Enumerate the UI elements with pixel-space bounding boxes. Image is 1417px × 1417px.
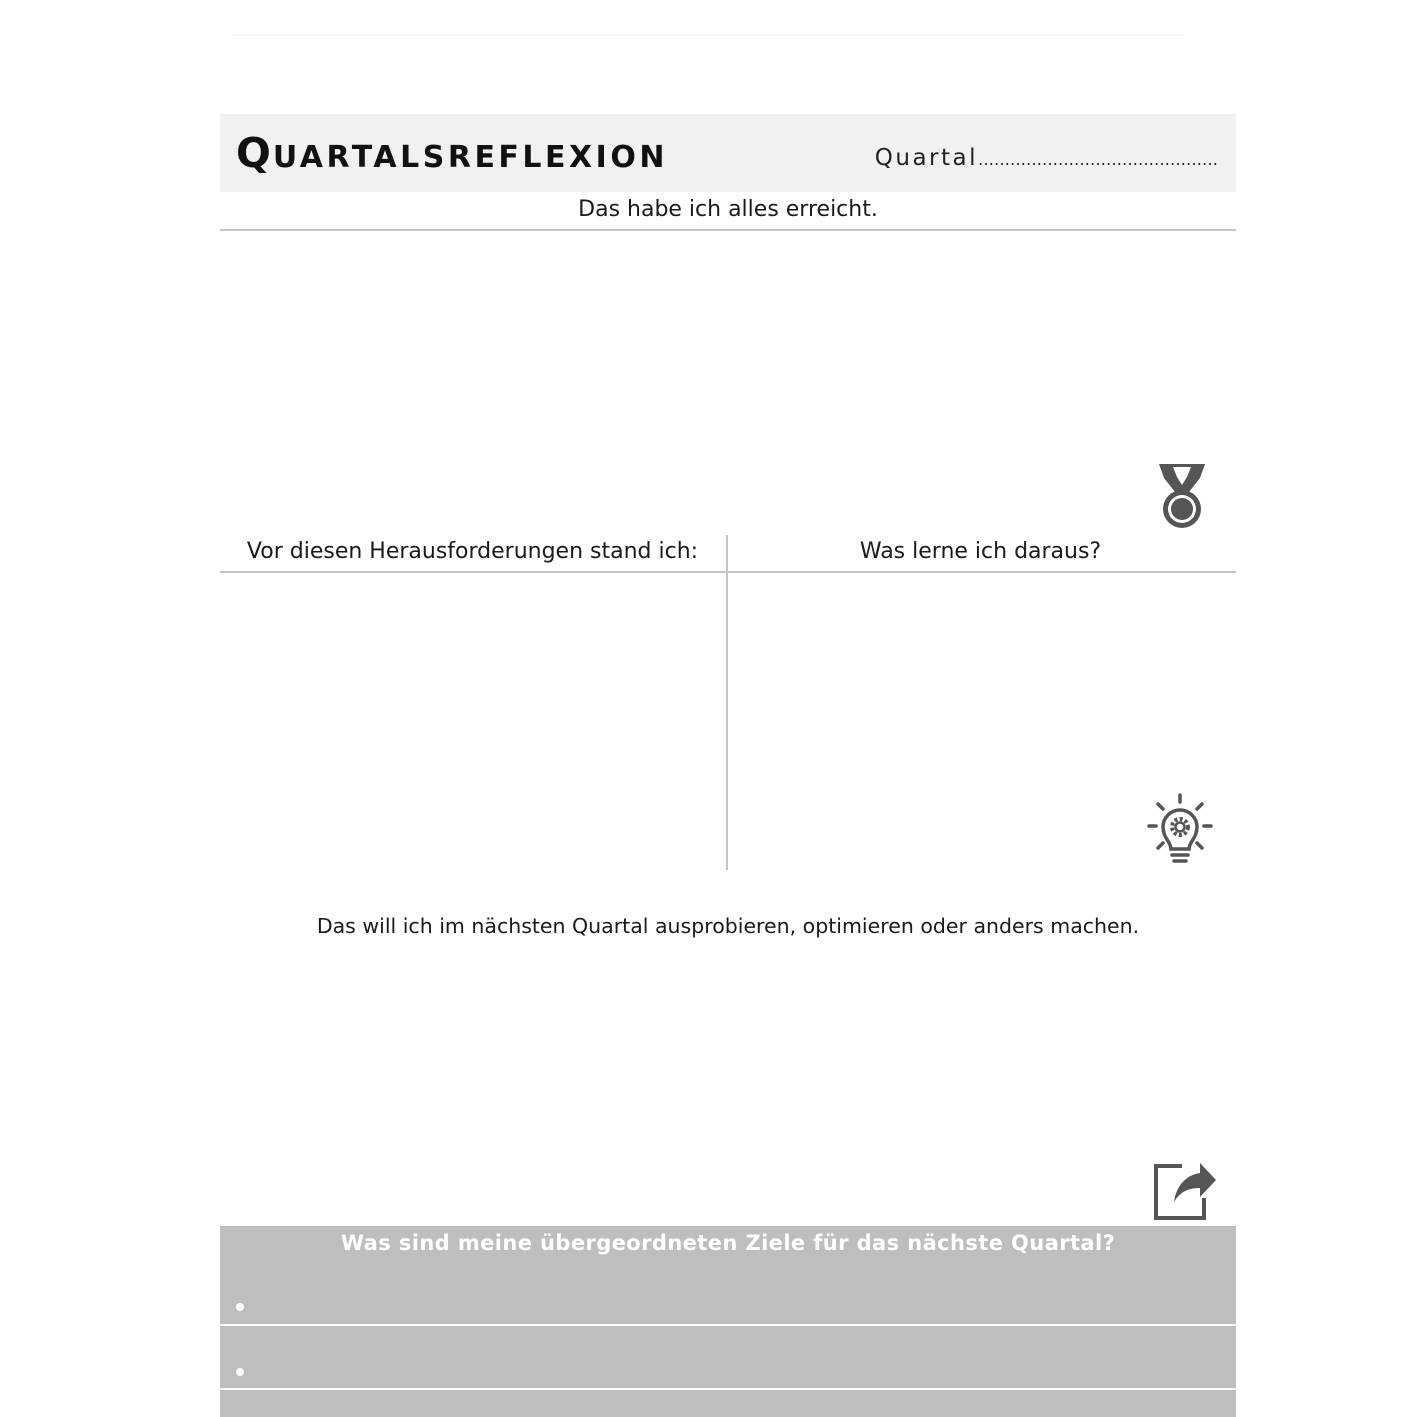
page-header — [220, 114, 1236, 192]
goals-title: Was sind meine übergeordneten Ziele für das nächste Quartal? — [340, 1231, 1116, 1255]
section-columns-rule — [220, 571, 1236, 573]
share-arrow-icon — [1152, 1160, 1218, 1222]
quarter-label: Quartal — [874, 145, 978, 171]
section-achieved-heading: Das habe ich alles erreicht. — [578, 197, 878, 222]
section-learnings-heading: Was lerne ich daraus? — [859, 539, 1102, 564]
goal-bullet-2 — [236, 1368, 244, 1376]
lightbulb-gear-icon — [1146, 793, 1214, 865]
goal-bullet-1 — [236, 1303, 244, 1311]
goal-line-2[interactable] — [220, 1388, 1236, 1390]
quarter-fill-line: ……………………………………… — [978, 150, 1218, 169]
section-achieved-rule — [220, 229, 1236, 231]
medal-icon — [1156, 462, 1208, 530]
column-divider — [726, 535, 728, 870]
quarter-field[interactable] — [875, 145, 1218, 171]
page-title-rest: UARTALSREFLEXION — [272, 140, 668, 175]
page-title-initial: Q — [236, 129, 273, 177]
goal-line-1[interactable] — [220, 1324, 1236, 1326]
top-divider — [232, 35, 1184, 36]
section-next-quarter-heading: Das will ich im nächsten Quartal ausprobieren, optimieren oder anders machen. — [316, 914, 1140, 938]
page-title — [236, 129, 668, 177]
goals-section — [220, 1226, 1236, 1417]
section-challenges-heading: Vor diesen Herausforderungen stand ich: — [246, 539, 699, 564]
